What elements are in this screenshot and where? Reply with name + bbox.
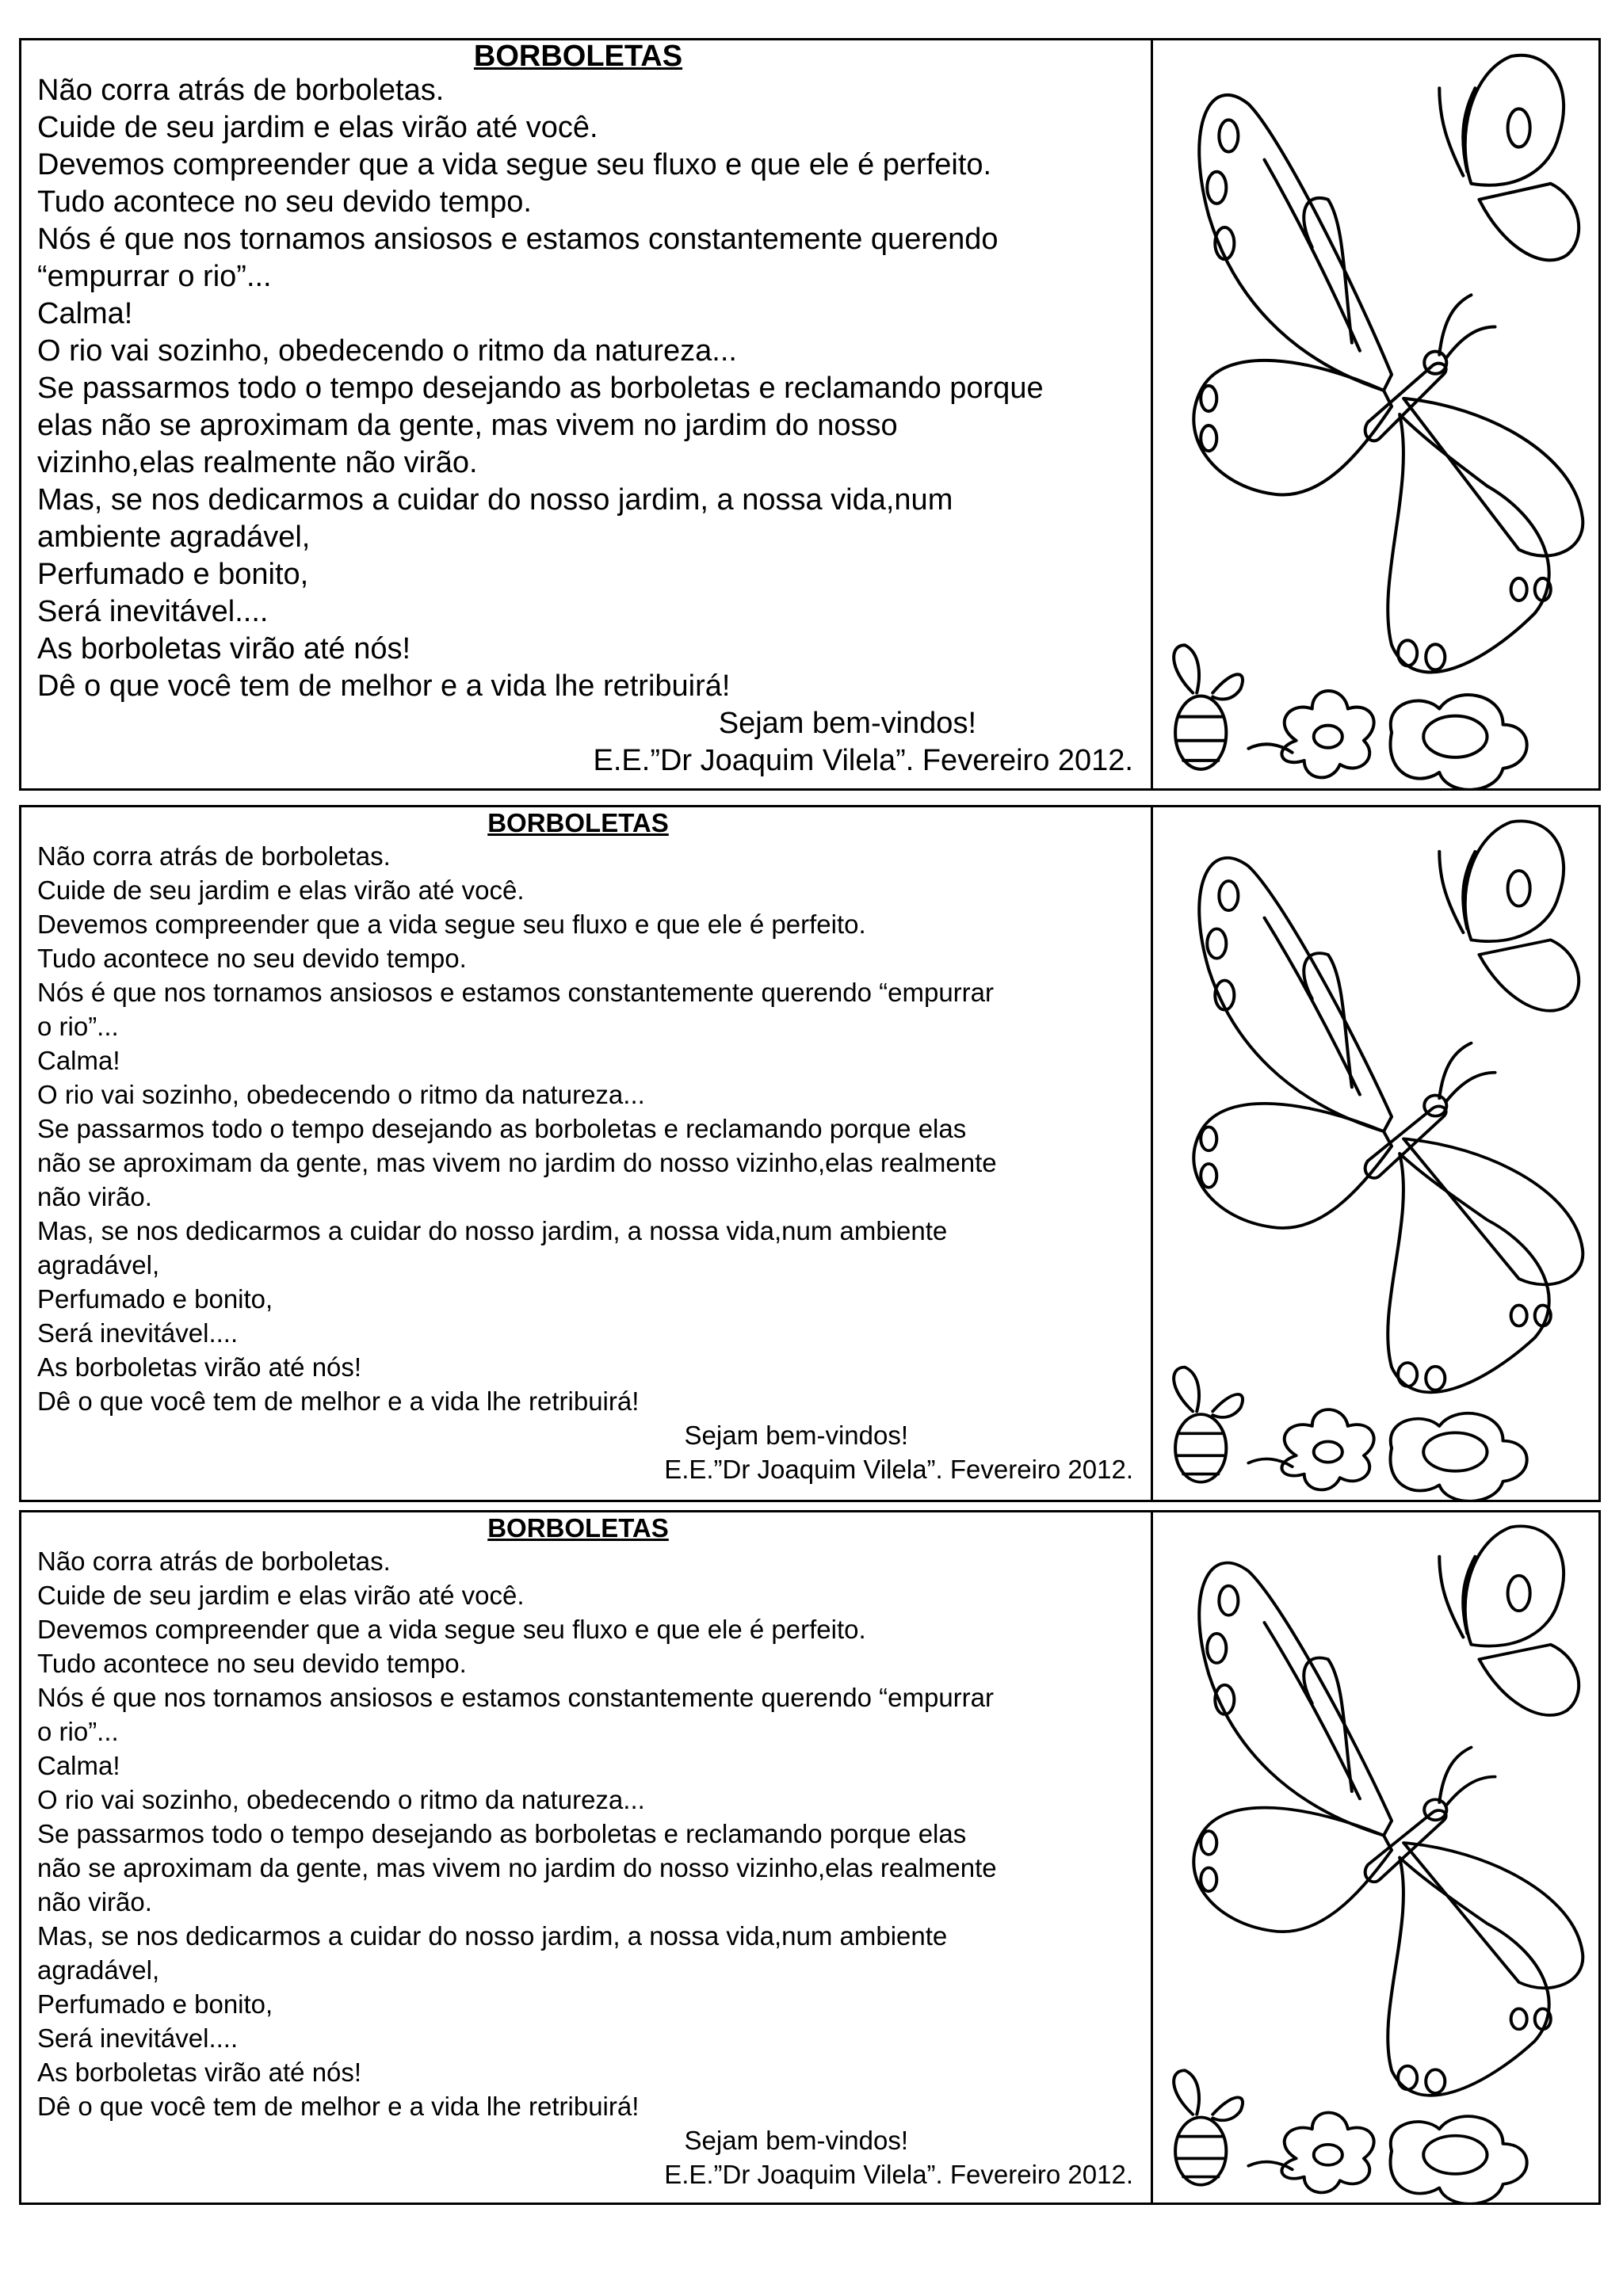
small-butterfly-icon xyxy=(1439,1526,1579,1715)
message-line: As borboletas virão até nós! xyxy=(37,1352,362,1382)
message-line: Devemos compreender que a vida segue seu fluxo e que ele é perfeito. xyxy=(37,910,866,939)
message-line: Se passarmos todo o tempo desejando as borboletas e reclamando porque elas xyxy=(37,1114,967,1143)
message-line: Tudo acontece no seu devido tempo. xyxy=(37,185,532,219)
school-signature: E.E.”Dr Joaquim Vilela”. Fevereiro 2012. xyxy=(593,744,1133,777)
message-line: Devemos compreender que a vida segue seu fluxo e que ele é perfeito. xyxy=(37,1615,866,1644)
message-text-column xyxy=(21,1512,1153,2203)
welcome-signature: Sejam bem-vindos! xyxy=(684,2126,908,2155)
message-line: Perfumado e bonito, xyxy=(37,558,309,591)
message-line: Calma! xyxy=(37,297,133,330)
message-line: Dê o que você tem de melhor e a vida lhe retribuirá! xyxy=(37,2092,640,2121)
message-card-1 xyxy=(19,38,1601,791)
message-line: não se aproximam da gente, mas vivem no jardim do nosso vizinho,elas realmente xyxy=(37,1148,997,1177)
message-line: Será inevitável.... xyxy=(37,595,269,628)
message-line: Nós é que nos tornamos ansiosos e estamos constantemente querendo “empurrar xyxy=(37,1683,994,1712)
card-title: BORBOLETAS xyxy=(487,808,669,837)
message-line: Calma! xyxy=(37,1751,120,1780)
message-line: elas não se aproximam da gente, mas vivem no jardim do nosso xyxy=(37,409,898,442)
message-text-column xyxy=(21,40,1153,788)
message-line: Se passarmos todo o tempo desejando as borboletas e reclamando porque xyxy=(37,372,1044,405)
message-line: Não corra atrás de borboletas. xyxy=(37,1547,391,1576)
message-line: agradável, xyxy=(37,1250,160,1280)
message-line: Se passarmos todo o tempo desejando as borboletas e reclamando porque elas xyxy=(37,1819,967,1848)
message-line: agradável, xyxy=(37,1955,160,1985)
message-line: Mas, se nos dedicarmos a cuidar do nosso jardim, a nossa vida,num xyxy=(37,483,953,517)
message-line: Mas, se nos dedicarmos a cuidar do nosso jardim, a nossa vida,num ambiente xyxy=(37,1921,948,1951)
illustration-panel xyxy=(1153,1512,1598,2203)
message-line: Perfumado e bonito, xyxy=(37,1284,273,1314)
welcome-signature: Sejam bem-vindos! xyxy=(718,707,976,740)
message-line: As borboletas virão até nós! xyxy=(37,632,411,666)
message-line: Tudo acontece no seu devido tempo. xyxy=(37,1649,467,1678)
illustration-panel xyxy=(1153,40,1598,788)
message-line: o rio”... xyxy=(37,1012,119,1041)
message-line: Cuide de seu jardim e elas virão até você. xyxy=(37,1581,525,1610)
school-signature: E.E.”Dr Joaquim Vilela”. Fevereiro 2012. xyxy=(664,2160,1133,2189)
message-line: Cuide de seu jardim e elas virão até você. xyxy=(37,111,598,144)
butterfly-icon xyxy=(1193,858,1583,1393)
message-line: o rio”... xyxy=(37,1717,119,1746)
message-line: Não corra atrás de borboletas. xyxy=(37,841,391,871)
bee-icon xyxy=(1174,1367,1243,1482)
message-line: As borboletas virão até nós! xyxy=(37,2058,362,2087)
butterfly-illustration xyxy=(1153,807,1598,1500)
butterfly-icon xyxy=(1193,1563,1583,2096)
message-line: O rio vai sozinho, obedecendo o ritmo da natureza... xyxy=(37,1080,645,1109)
message-line: ambiente agradável, xyxy=(37,521,311,554)
message-line: Cuide de seu jardim e elas virão até você. xyxy=(37,875,525,905)
message-line: Será inevitável.... xyxy=(37,1318,239,1348)
message-line: Tudo acontece no seu devido tempo. xyxy=(37,944,467,973)
message-line: não virão. xyxy=(37,1887,152,1917)
message-line: Nós é que nos tornamos ansiosos e estamos constantemente querendo xyxy=(37,223,999,256)
butterfly-icon xyxy=(1193,95,1583,673)
message-line: não se aproximam da gente, mas vivem no jardim do nosso vizinho,elas realmente xyxy=(37,1853,997,1882)
message-card-3 xyxy=(19,1510,1601,2205)
message-line: Calma! xyxy=(37,1046,120,1075)
small-butterfly-icon xyxy=(1439,821,1579,1010)
message-line: não virão. xyxy=(37,1182,152,1211)
message-body xyxy=(37,1544,1151,2123)
message-line: vizinho,elas realmente não virão. xyxy=(37,446,478,479)
message-line: Não corra atrás de borboletas. xyxy=(37,74,445,107)
card-title: BORBOLETAS xyxy=(487,1513,669,1543)
message-line: Mas, se nos dedicarmos a cuidar do nosso jardim, a nossa vida,num ambiente xyxy=(37,1216,948,1245)
flower-icon xyxy=(1248,2112,1526,2203)
bee-icon xyxy=(1174,645,1243,769)
flower-icon xyxy=(1248,1409,1526,1500)
message-line: Devemos compreender que a vida segue seu fluxo e que ele é perfeito. xyxy=(37,148,992,181)
message-text-column xyxy=(21,807,1153,1500)
school-signature: E.E.”Dr Joaquim Vilela”. Fevereiro 2012. xyxy=(664,1455,1133,1484)
butterfly-illustration xyxy=(1153,1512,1598,2203)
message-line: Dê o que você tem de melhor e a vida lhe retribuirá! xyxy=(37,1386,640,1416)
illustration-panel xyxy=(1153,807,1598,1500)
message-line: Será inevitável.... xyxy=(37,2023,239,2053)
flower-icon xyxy=(1248,691,1526,788)
message-line: Dê o que você tem de melhor e a vida lhe retribuirá! xyxy=(37,669,731,703)
bee-icon xyxy=(1174,2070,1243,2185)
message-line: O rio vai sozinho, obedecendo o ritmo da natureza... xyxy=(37,334,737,368)
message-line: Perfumado e bonito, xyxy=(37,1989,273,2019)
message-body xyxy=(37,72,1151,705)
small-butterfly-icon xyxy=(1439,55,1579,261)
card-title: BORBOLETAS xyxy=(473,40,683,73)
welcome-signature: Sejam bem-vindos! xyxy=(684,1421,908,1450)
message-line: Nós é que nos tornamos ansiosos e estamos constantemente querendo “empurrar xyxy=(37,978,994,1007)
message-card-2 xyxy=(19,805,1601,1502)
message-body xyxy=(37,839,1151,1418)
butterfly-illustration xyxy=(1153,40,1598,788)
message-line: O rio vai sozinho, obedecendo o ritmo da natureza... xyxy=(37,1785,645,1814)
message-line: “empurrar o rio”... xyxy=(37,260,272,293)
